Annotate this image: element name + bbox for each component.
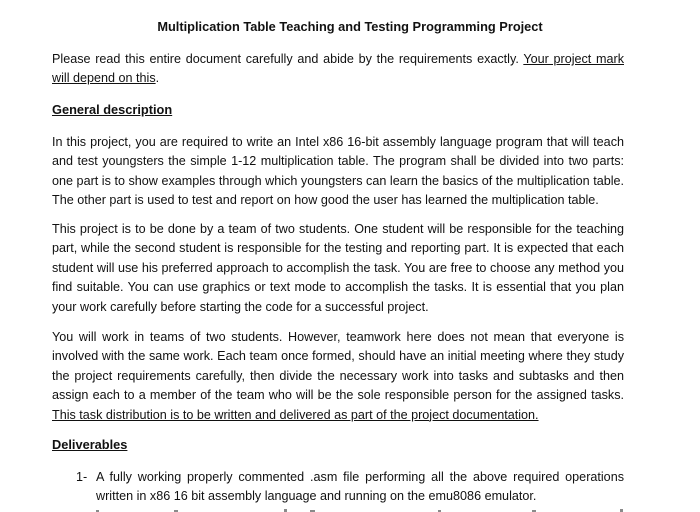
deliverable-item-text: A fully working properly commented .asm file performing all the above required operations written in x86 16 bit assembly language and running on the emu8086 emulator. — [96, 470, 624, 504]
intro-underlined-text: Your project mark will depend on this — [52, 52, 624, 86]
general-paragraph-3-text: You will work in teams of two students. However, teamwork here does not mean that everyone is involved with the same work. Each team once formed, should have an initial meeting where they study the project requirements carefully, then divide the necessary work into tasks and subtasks and then assign each to a member of the team who will be the sole responsible person for the assigned tasks. — [52, 330, 624, 403]
general-description-heading: General description — [52, 102, 173, 117]
deliverables-heading: Deliverables — [52, 437, 128, 452]
intro-paragraph — [52, 50, 624, 89]
general-paragraph-3-underlined: This task distribution is to be written and delivered as part of the project documentation. — [52, 407, 539, 422]
cut-off-text-line — [96, 506, 624, 512]
intro-text: Please read this entire document carefully and abide by the requirements exactly. — [52, 52, 524, 66]
intro-end: . — [155, 71, 160, 86]
document-title: Multiplication Table Teaching and Testing Programming Project — [157, 19, 543, 34]
general-paragraph-3 — [52, 328, 624, 425]
deliverable-item-1 — [76, 468, 624, 507]
general-paragraph-2: This project is to be done by a team of two students. One student will be responsible for the teaching part, while the second student is responsible for the testing and reporting part. It is expected that each student will use his preferred approach to accomplish the task. You are free to choose any method you find suitable. You can use graphics or text mode to accomplish the tasks. It is essential that you plan your work carefully before starting the code for a successful project. — [52, 222, 624, 314]
deliverable-item-number: 1- — [76, 470, 88, 484]
general-paragraph-1: In this project, you are required to write an Intel x86 16-bit assembly language program that will teach and test youngsters the simple 1-12 multiplication table. The program shall be divided into two parts: one part is to show examples through which youngsters can learn the basics of the multiplication table. The other part is used to test and report on how good the user has learned the multiplication table. — [52, 135, 624, 208]
